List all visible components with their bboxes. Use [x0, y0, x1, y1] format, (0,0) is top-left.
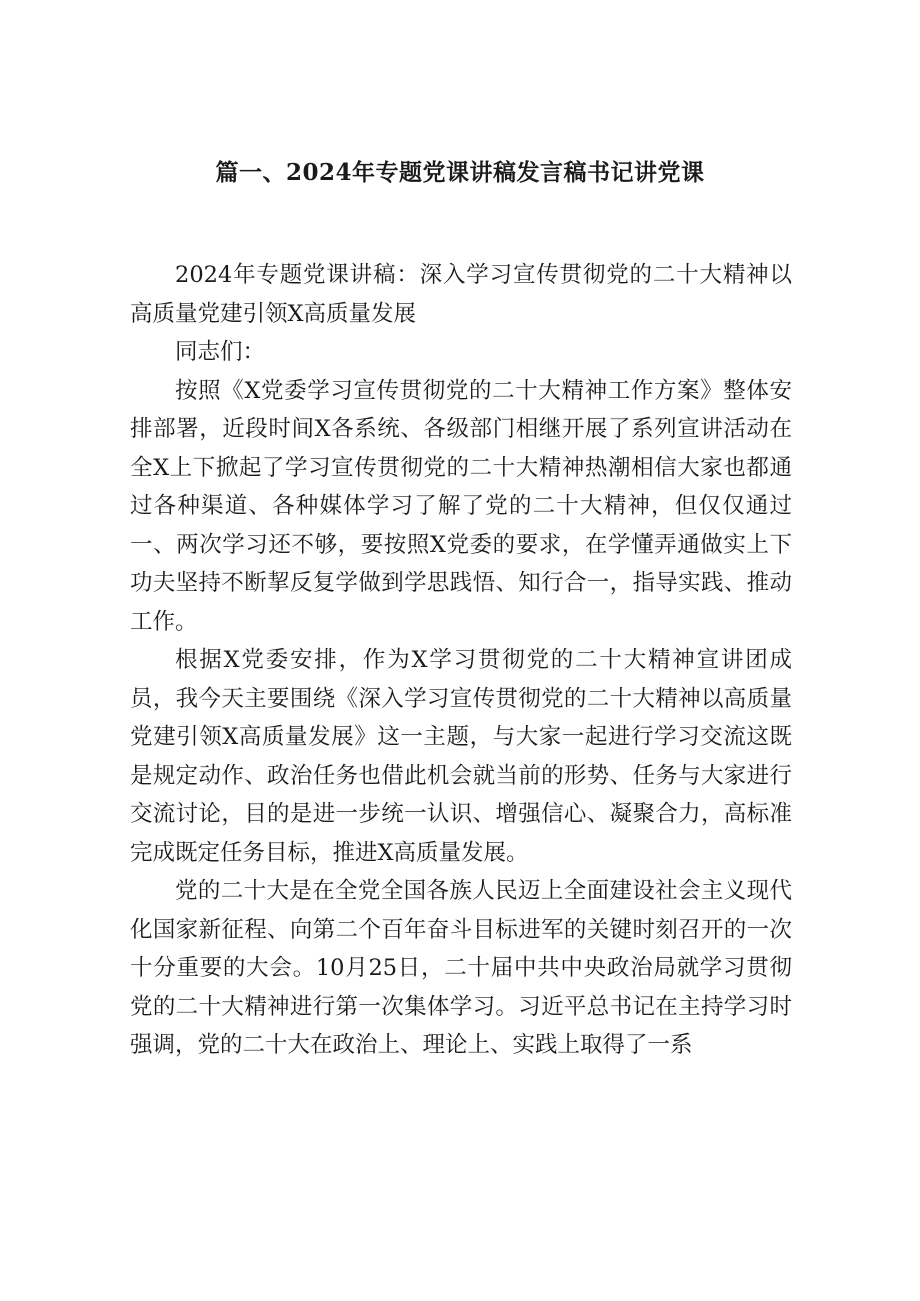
body-paragraph: 党的二十大是在全党全国各族人民迈上全面建设社会主义现代化国家新征程、向第二个百年奋斗目标进军的关键时刻召开的一次十分重要的大会。10月25日，二十届中共中央政治局就学习贯彻党的二十大精神进行第一次集体学习。习近平总书记在主持学习时强调，党的二十大在政治上、理论上、实践上取得了一系 [130, 878, 792, 1058]
body-paragraph-topic: 2024年专题党课讲稿：深入学习宣传贯彻党的二十大精神以高质量党建引领X高质量发展 [130, 262, 792, 327]
body-paragraph-salutation: 同志们： [175, 339, 266, 365]
body-paragraph: 根据X党委安排，作为X学习贯彻党的二十大精神宣讲团成员，我今天主要围绕《深入学习宣传贯彻党的二十大精神以高质量党建引领X高质量发展》这一主题，与大家一起进行学习交流这既是规定动作、政治任务也借此机会就当前的形势、任务与大家进行交流讨论，目的是进一步统一认识、增强信心、凝聚合力，高标准完成既定任务目标，推进X高质量发展。 [130, 647, 792, 866]
document-title: 篇一、2024年专题党课讲稿发言稿书记讲党课 [215, 159, 705, 186]
document-body [130, 256, 792, 1065]
body-paragraph: 按照《X党委学习宣传贯彻党的二十大精神工作方案》整体安排部署，近段时间X各系统、各级部门相继开展了系列宣讲活动在全X上下掀起了学习宣传贯彻党的二十大精神热潮相信大家也都通过各种渠道、各种媒体学习了解了党的二十大精神，但仅仅通过一、两次学习还不够，要按照X党委的要求，在学懂弄通做实上下功夫坚持不断挈反复学做到学思践悟、知行合一，指导实践、推动工作。 [130, 377, 792, 635]
